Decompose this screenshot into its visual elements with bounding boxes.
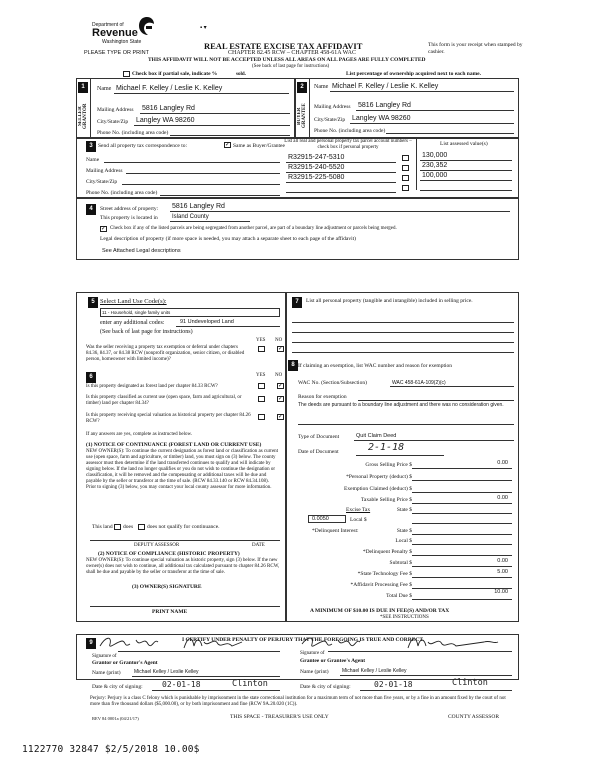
seller-name-label: Name <box>97 86 112 92</box>
value-4-line <box>420 190 512 191</box>
value-1[interactable]: 130,000 <box>422 152 448 159</box>
dept-line2: Revenue <box>92 27 138 39</box>
wac-value[interactable]: WAC 458-61A-109(2)(c) <box>392 380 446 386</box>
seller-divider <box>90 78 91 138</box>
corr-name-line <box>104 162 280 163</box>
buyer-city[interactable]: Langley WA 98260 <box>352 115 411 122</box>
owner-sig-label: (3) OWNER(S) SIGNATURE <box>132 584 202 590</box>
section-3-number: 3 <box>86 141 96 152</box>
subtotal-line <box>412 566 512 567</box>
section-1-number: 1 <box>78 82 88 93</box>
ownership-note: List percentage of ownership acquired next to each name. <box>346 71 481 77</box>
exemption-label: If claiming an exemption, list WAC number and reason for exemption <box>298 363 453 369</box>
land-use-value: 11 - Household, single family units <box>102 310 171 315</box>
section-5-number: 5 <box>88 297 98 308</box>
s6-q3-yes[interactable] <box>258 414 265 420</box>
dept-line1: Department of <box>92 22 124 28</box>
dor-logo-icon <box>138 16 156 36</box>
buyer-name-label: Name <box>314 84 329 90</box>
exempt-line <box>412 492 512 493</box>
corr-mailing-label: Mailing Address <box>86 168 123 174</box>
parcel-3-checkbox[interactable] <box>402 175 409 181</box>
s5-yes-header: YES <box>256 338 266 343</box>
value-2[interactable]: 230,352 <box>422 162 448 169</box>
grantor-city[interactable]: Clinton <box>232 679 268 689</box>
grantee-date-line <box>360 690 512 691</box>
partial-sale-sold: sold. <box>236 72 246 77</box>
buyer-city-line <box>350 123 514 124</box>
grantee-name[interactable]: Michael Kelley / Leslie Kelley <box>342 668 407 674</box>
s7-line-2 <box>292 332 514 333</box>
county-value[interactable]: Island County <box>172 214 209 220</box>
s5-q1-no[interactable]: ✓ <box>278 346 284 352</box>
seller-phone-label: Phone No. (including area code) <box>97 130 169 136</box>
s6-q1: Is this property designated as forest land per chapter 84.33 RCW? <box>86 384 218 389</box>
additional-codes-value[interactable]: 91 Undeveloped Land <box>180 319 234 325</box>
seller-mailing-label: Mailing Address <box>97 107 134 113</box>
rev-number: REV 84 0001a (04/21/17) <box>92 716 139 721</box>
state-label: State $ <box>396 507 412 513</box>
taxable-label: Taxable Selling Price $ <box>360 497 412 503</box>
penalty-line <box>412 555 512 556</box>
reason-value[interactable]: The deeds are pursuant to a boundary line adjustment and there was no consideration given. <box>298 402 504 408</box>
notice2-text: NEW OWNER(S): To continue special valuation as historic property, sign (3) below. If the new owner(s) does not wish to continue, all additional tax calculated pursuant to chapter 84.26 RCW, shall be due and payable by the seller or transferor at the time of sale. <box>86 558 280 575</box>
tech-label: *State Technology Fee $ <box>357 571 412 577</box>
grantee-sig-label2: Grantee or Grantee's Agent <box>300 658 366 664</box>
local-line <box>412 523 512 524</box>
reason-line <box>358 400 514 401</box>
s6-if-yes: If any answers are yes, complete as instructed below. <box>86 432 193 437</box>
excise-label: Excise Tax <box>346 507 371 513</box>
s5-q1-yes[interactable] <box>258 346 265 352</box>
buyer-mailing-label: Mailing Address <box>314 104 351 110</box>
notice2-title: (2) NOTICE OF COMPLIANCE (HISTORIC PROPERTY) <box>98 551 240 557</box>
parcel-1-checkbox[interactable] <box>402 155 409 161</box>
state-line <box>412 513 512 514</box>
grantor-sig-label2: Grantor or Grantor's Agent <box>92 660 158 666</box>
buyer-divider <box>309 78 310 138</box>
gross-label: Gross Selling Price $ <box>365 462 412 468</box>
minimum-notice: A MINIMUM OF $10.00 IS DUE IN FEE(S) AND/OR TAX <box>310 608 450 614</box>
affidavit-fee-label: *Affidavit Processing Fee $ <box>350 582 412 588</box>
corr-city-label: City/State/Zip <box>86 179 118 185</box>
taxable-value[interactable]: 0.00 <box>497 495 508 501</box>
delinquent-label: *Delinquent Interest: <box>312 528 359 534</box>
parcel-1[interactable]: R32915-247-5310 <box>288 154 345 161</box>
buyer-city-label: City/State/Zip <box>314 117 346 123</box>
seller-city-line <box>134 125 290 126</box>
notice1-text: NEW OWNER(S): To continue the current designation as forest land or classification as current use (open space, farm and agriculture, or timber) land, you must sign on (3) below. The county assessor must then determine if the land transferred continues to qualify and will indicate by signing below. If the land no longer qualifies or you do not wish to continue the designation or classification, it will be removed and the compensating or additional taxes will be due and payable by the seller or transferor at the time of sale. (RCW 84.33.140 or RCW 84.34.108). Prior to signing (3) below, you may contact your local county assessor for more information. <box>86 449 279 490</box>
seller-city[interactable]: Langley WA 98260 <box>136 117 195 124</box>
parcel-2-checkbox[interactable] <box>402 165 409 171</box>
header-scribble: ▪ ▾ <box>200 25 207 31</box>
section-9-number: 9 <box>86 638 96 649</box>
personal-label: *Personal Property (deduct) $ <box>346 474 412 480</box>
parcel-2-line <box>286 172 396 173</box>
form-subtitle: CHAPTER 82.45 RCW – CHAPTER 458-61A WAC <box>228 50 356 56</box>
corr-phone-label: Phone No. (including area code) <box>86 190 158 196</box>
deputy-line <box>90 540 280 541</box>
s5-q1: Was the seller receiving a property tax exemption or deferral under chapters 84.36, 84.37, or 84.38 RCW (nonprofit organization, senior citizen, or disabled person, homeowner with limited income)? <box>86 345 245 362</box>
doc-date-label: Date of Document <box>298 449 339 455</box>
seller-city-label: City/State/Zip <box>97 119 129 125</box>
seller-phone-line <box>170 135 290 136</box>
grantee-sig-line <box>328 651 512 652</box>
wac-line <box>390 386 514 387</box>
street-value[interactable]: 5816 Langley Rd <box>172 203 225 210</box>
s6-q2: Is this property classified as current use (open space, farm and agricultural, or timber) land per chapter 84.34? <box>86 395 242 406</box>
value-3[interactable]: 100,000 <box>422 172 448 179</box>
parcel-1-line <box>286 162 396 163</box>
section-4-number: 4 <box>86 204 96 215</box>
deputy-label: DEPUTY ASSESSOR <box>134 543 180 548</box>
perjury-notice: Perjury: Perjury is a class C felony which is punishable by imprisonment in the state correctional institution for a maximum term of not more than five years, or by a fine in an amount fixed by the court of not more than five thousand dollars ($5,000.00), or by both imprisonment and fine (RCW 9A.20.020 (1C)). <box>90 696 506 707</box>
street-label: Street address of property: <box>100 206 159 212</box>
exempt-label: Exemption Claimed (deduct) $ <box>344 486 412 492</box>
value-2-line <box>420 170 512 171</box>
local-label: Local $ <box>350 517 367 523</box>
doc-type-label: Type of Document <box>298 434 340 440</box>
grantor-date-line <box>152 690 280 691</box>
corr-name-label: Name <box>86 157 100 163</box>
grantor-sig-line <box>118 651 280 652</box>
s5-no-header: NO <box>275 338 283 343</box>
delinquent-local-line <box>412 544 512 545</box>
grantor-date[interactable]: 02-01-18 <box>162 680 201 689</box>
delinquent-local-label: Local $ <box>395 538 412 544</box>
doc-date-line <box>356 455 444 456</box>
legal-value[interactable]: See Attached Legal descriptions <box>102 248 181 254</box>
corr-city-line <box>122 184 280 185</box>
total-line <box>412 599 512 600</box>
buyer-phone-label: Phone No. (including area code) <box>314 128 386 134</box>
s7-line-1 <box>292 322 514 323</box>
does-not-checkbox[interactable] <box>138 524 145 530</box>
wac-label: WAC No. (Section/Subsection) <box>298 380 367 386</box>
receipt-note: This form is your receipt when stamped by cashier. <box>428 42 523 55</box>
seller-mailing-line <box>140 113 290 114</box>
corr-phone-line <box>160 195 280 196</box>
see-back-note: (See back of last page for instructions) <box>252 64 330 69</box>
section-2-number: 2 <box>297 82 307 93</box>
s6-q1-no[interactable]: ✓ <box>278 383 284 389</box>
county-line <box>170 221 250 222</box>
send-correspondence-label: Send all property tax correspondence to: <box>98 143 188 149</box>
certify-text: I CERTIFY UNDER PENALTY OF PERJURY THAT THE FOREGOING IS TRUE AND CORRECT. <box>182 637 425 643</box>
same-as-buyer-checkbox[interactable]: ✓ <box>225 142 231 148</box>
total-label: Total Due $ <box>386 593 412 599</box>
county-assessor: COUNTY ASSESSOR <box>448 714 499 720</box>
grantee-date-label: Date & city of signing: <box>300 684 351 690</box>
personal-line <box>412 480 512 481</box>
grantor-sig-label: Signature of <box>92 654 117 659</box>
street-line <box>170 211 510 212</box>
doc-date-value[interactable]: 2-1-18 <box>368 442 405 453</box>
segregated-label: Check box if any of the listed parcels are being segregated from another parcel, are part of a boundary line adjustment or parcels being merged. <box>110 226 397 231</box>
buyer-name[interactable]: Michael F. Kelley / Leslie K. Kelley <box>332 83 439 90</box>
seller-mailing[interactable]: 5816 Langley Rd <box>142 105 195 112</box>
parcel-col-divider <box>416 138 417 190</box>
please-type: PLEASE TYPE OR PRINT <box>84 50 150 56</box>
treasurer-use: THIS SPACE - TREASURER'S USE ONLY <box>230 714 329 720</box>
gross-line <box>412 468 512 469</box>
additional-codes-line <box>176 326 280 327</box>
s6-no-header: NO <box>275 373 283 378</box>
section-8-number: 8 <box>288 360 298 371</box>
grantor-name[interactable]: Michael Kelley / Leslie Kelley <box>134 669 199 675</box>
grantee-name-line <box>340 675 512 676</box>
buyer-mailing-line <box>356 110 514 111</box>
grantor-date-label: Date & city of signing: <box>92 684 143 690</box>
buyer-mailing[interactable]: 5816 Langley Rd <box>358 102 411 109</box>
this-land-label: This land <box>92 524 113 530</box>
partial-sale-label: Check box if partial sale, indicate % <box>132 71 218 77</box>
seller-side-label: SELLER GRANTOR <box>78 103 88 129</box>
subtotal-label: Subtotal $ <box>389 560 412 566</box>
reason-line-2 <box>298 424 514 425</box>
does-not-label: does not qualify for continuance. <box>147 524 220 530</box>
buyer-name-line <box>330 91 514 92</box>
doc-type-value[interactable]: Quit Claim Deed <box>356 433 397 439</box>
form-notice: THIS AFFIDAVIT WILL NOT BE ACCEPTED UNLESS ALL AREAS ON ALL PAGES ARE FULLY COMPLETED <box>148 57 426 63</box>
segregated-checkbox[interactable]: ✓ <box>101 226 107 232</box>
grantee-date[interactable]: 02-01-18 <box>374 680 413 689</box>
s5-see-back: (See back of last page for instructions) <box>100 329 193 335</box>
parcel-2[interactable]: R32915-240-5520 <box>288 164 345 171</box>
reason-label: Reason for exemption <box>298 394 347 400</box>
subtotal-value[interactable]: 0.00 <box>497 558 508 564</box>
print-name-label: PRINT NAME <box>152 609 188 615</box>
grantor-name-label: Name (print) <box>92 670 121 676</box>
s6-q2-yes[interactable] <box>258 396 265 402</box>
partial-sale-checkbox[interactable] <box>123 71 130 77</box>
assessed-header: List assessed value(s) <box>440 141 488 147</box>
s6-yes-header: YES <box>256 373 266 378</box>
parcel-header: List all real and personal property tax parcel account numbers – check box if personal property <box>284 139 412 150</box>
s6-q3: Is this property receiving special valuation as historical property per chapter 84.26 RCW? <box>86 413 251 424</box>
tech-line <box>412 577 512 578</box>
dept-line3: Washington State <box>102 39 142 45</box>
taxable-line <box>412 503 512 504</box>
s7-line-3 <box>292 342 514 343</box>
does-label: does <box>123 524 134 530</box>
land-use-label: Select Land Use Code(s): <box>100 298 167 305</box>
buyer-phone-line <box>386 133 514 134</box>
delinquent-state-line <box>412 534 512 535</box>
owner-sig-line[interactable] <box>90 606 280 607</box>
section-6-number: 6 <box>86 372 96 383</box>
seller-name[interactable]: Michael F. Kelley / Leslie K. Kelley <box>116 85 223 92</box>
form-title: REAL ESTATE EXCISE TAX AFFIDAVIT <box>204 41 363 51</box>
date-label: DATE <box>252 543 265 548</box>
grantee-city[interactable]: Clinton <box>452 678 488 688</box>
doc-type-line <box>354 440 514 441</box>
parcel-3-line <box>286 182 396 183</box>
legal-label: Legal description of property (if more space is needed, you may attach a separate sheet to each page of the affidavit) <box>100 236 356 242</box>
seller-name-line <box>114 93 289 94</box>
grantor-name-line <box>132 676 280 677</box>
parcel-3[interactable]: R32915-225-5080 <box>288 174 345 181</box>
s6-q2-no[interactable]: ✓ <box>278 396 284 402</box>
rate-value: 0.0050 <box>312 516 329 522</box>
total-value[interactable]: 10.00 <box>494 589 508 595</box>
tech-value[interactable]: 5.00 <box>497 569 508 575</box>
value-3-line <box>420 180 512 181</box>
delinquent-state-label: State $ <box>396 528 412 534</box>
parcel-4-checkbox[interactable] <box>402 185 409 191</box>
value-1-line <box>420 160 512 161</box>
s6-q3-no[interactable]: ✓ <box>278 414 284 420</box>
located-label: This property is located in <box>100 215 158 221</box>
grantee-name-label: Name (print) <box>300 669 329 675</box>
see-instructions: *SEE INSTRUCTIONS <box>380 615 429 620</box>
same-as-buyer-label: Same as Buyer/Grantee <box>233 143 285 149</box>
corr-mailing-line <box>126 173 280 174</box>
s7-text: List all personal property (tangible and intangible) included in selling price. <box>306 298 473 304</box>
penalty-label: *Delinquent Penalty $ <box>362 549 412 555</box>
section-7-number: 7 <box>292 297 302 308</box>
recording-stamp: 1122770 32847 $2/5/2018 10.00$ <box>22 744 200 755</box>
does-checkbox[interactable] <box>114 524 121 530</box>
s7-line-4 <box>292 352 514 353</box>
s6-q1-yes[interactable] <box>258 383 265 389</box>
additional-codes-label: enter any additional codes: <box>100 320 165 326</box>
gross-value[interactable]: 0.00 <box>497 460 508 466</box>
notice1-title: (1) NOTICE OF CONTINUANCE (FOREST LAND OR CURRENT USE) <box>86 442 262 448</box>
buyer-side-label: BUYER GRANTEE <box>297 103 307 129</box>
grantee-sig-label: Signature of <box>300 651 325 656</box>
parcel-4-line <box>286 192 396 193</box>
